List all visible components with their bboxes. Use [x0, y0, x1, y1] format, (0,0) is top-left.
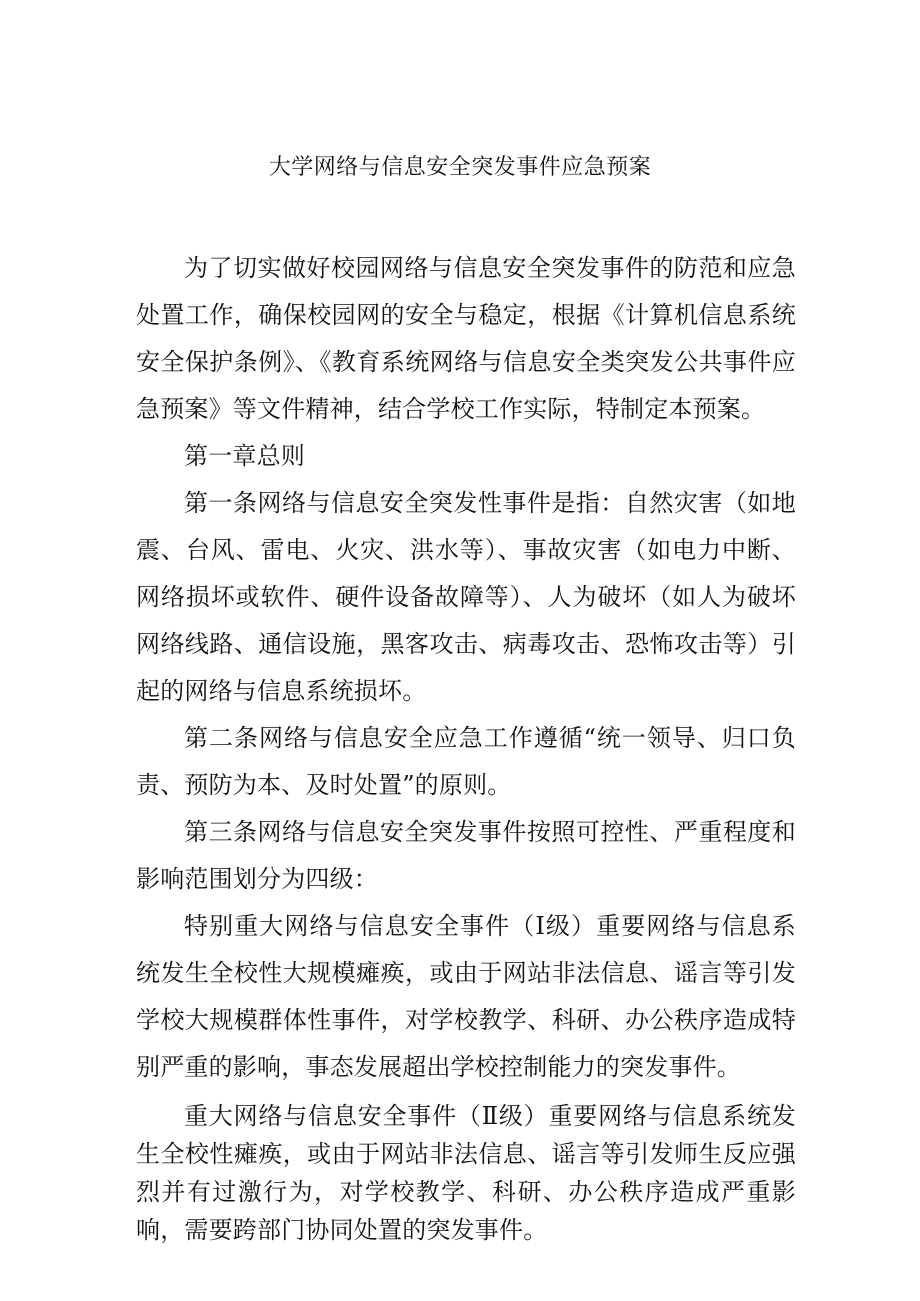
article-1-paragraph: 第一条网络与信息安全突发性事件是指：自然灾害（如地震、台风、雷电、火灾、洪水等）、事故灾害（如电力中断、网络损坏或软件、硬件设备故障等）、人为破坏（如人为破坏网络线路、通信设施，黑客攻击、病毒攻击、恐怖攻击等）引起的网络与信息系统损坏。	[136, 489, 796, 705]
document-title: 大学网络与信息安全突发事件应急预案	[268, 155, 652, 180]
preamble-paragraph: 为了切实做好校园网络与信息安全突发事件的防范和应急处置工作，确保校园网的安全与稳定，根据《计算机信息系统安全保护条例》、《教育系统网络与信息安全类突发公共事件应急预案》等文件精神，结合学校工作实际，特制定本预案。	[136, 254, 796, 423]
level-2-paragraph: 重大网络与信息安全事件（Ⅱ级）重要网络与信息系统发生全校性瘫痪，或由于网站非法信息、谣言等引发师生反应强烈并有过激行为，对学校教学、科研、办公秩序造成严重影响，需要跨部门协同处置的突发事件。	[136, 1102, 796, 1244]
document-body	[136, 245, 796, 1249]
article-2-paragraph: 第二条网络与信息安全应急工作遵循“统一领导、归口负责、预防为本、及时处置”的原则。	[136, 724, 796, 799]
level-1-paragraph: 特别重大网络与信息安全事件（Ⅰ级）重要网络与信息系统发生全校性大规模瘫痪，或由于网站非法信息、谣言等引发学校大规模群体性事件，对学校教学、科研、办公秩序造成特别严重的影响，事态发展超出学校控制能力的突发事件。	[136, 912, 796, 1081]
article-3-paragraph: 第三条网络与信息安全突发事件按照可控性、严重程度和影响范围划分为四级：	[136, 818, 796, 893]
chapter-heading: 第一章总则	[184, 442, 305, 470]
